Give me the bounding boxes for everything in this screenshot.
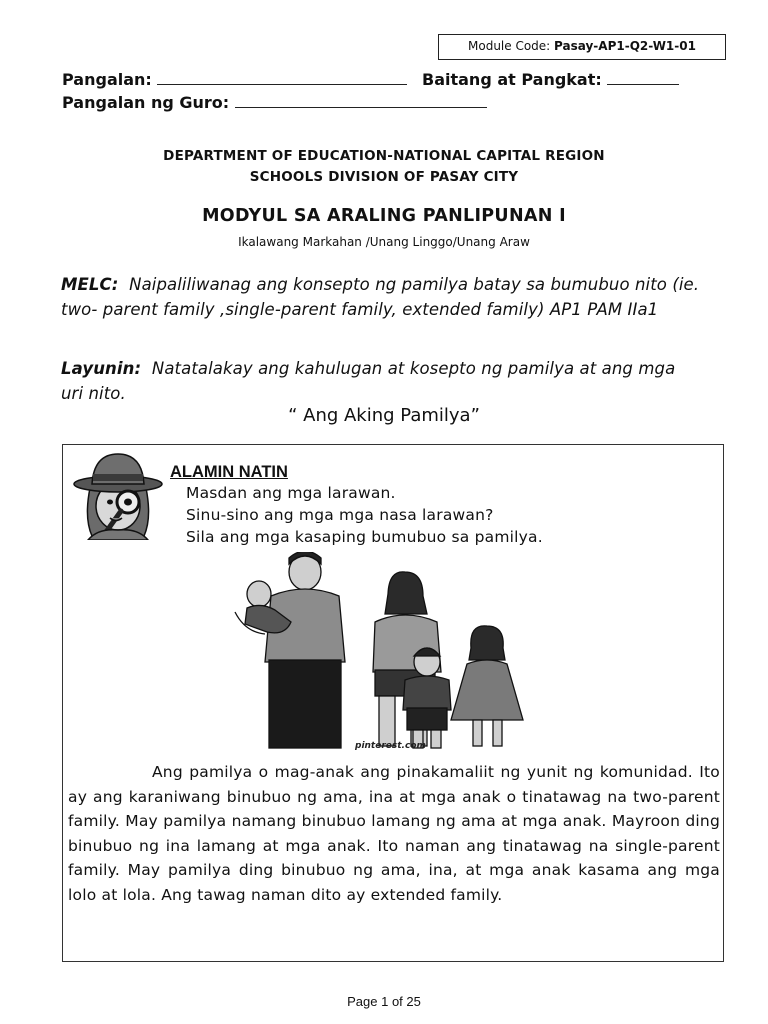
melc-text: Naipaliliwanag ang konsepto ng pamilya batay sa bumubuo nito (ie. two- parent family ,single-parent family, extended family) AP1 PAM IIa1 (61, 275, 700, 319)
grade-label: Baitang at Pangkat: (422, 70, 602, 89)
melc-block (61, 272, 701, 322)
name-blank[interactable] (157, 70, 407, 85)
melc-label: MELC: (61, 275, 119, 294)
layunin-block (61, 356, 701, 406)
layunin-text: Natatalakay ang kahulugan at kosepto ng pamilya at ang mga uri nito. (61, 359, 676, 403)
grade-blank[interactable] (607, 70, 679, 85)
alamin-line-1: Masdan ang mga larawan. (186, 484, 396, 502)
name-field (62, 70, 407, 89)
grade-field (422, 70, 679, 89)
family-illustration (205, 552, 535, 752)
division-heading: SCHOOLS DIVISION OF PASAY CITY (249, 169, 519, 185)
teacher-blank[interactable] (235, 93, 487, 108)
module-code-label: Module Code: (468, 39, 555, 53)
module-subtitle: Ikalawang Markahan /Unang Linggo/Unang Araw (238, 235, 530, 249)
name-label: Pangalan: (62, 70, 152, 89)
story-title: “ Ang Aking Pamilya” (288, 405, 480, 426)
image-credit: pinterest.com (355, 741, 426, 751)
alamin-line-2: Sinu-sino ang mga mga nasa larawan? (186, 506, 494, 524)
layunin-label: Layunin: (61, 359, 142, 378)
teacher-field (62, 93, 487, 112)
department-heading: DEPARTMENT OF EDUCATION-NATIONAL CAPITAL REGION (163, 148, 605, 164)
alamin-paragraph: Ang pamilya o mag-anak ang pinakamaliit ng yunit ng komunidad. Ito ay ang karaniwang binubuo ng ama, ina at mga anak o tinatawag na two-parent family. May pamilya namang binubuo lamang ng ama at mga anak. Mayroon ding binubuo ng ina lamang at mga anak. Ito naman ang tinatawag na single-parent family. May pamilya ding binubuo ng ama, ina, at mga anak kasama ang mga lolo at lola. Ang tawag naman dito ay extended family. (68, 763, 720, 904)
module-code-box (438, 34, 726, 60)
alamin-line-3: Sila ang mga kasaping bumubuo sa pamilya. (186, 528, 543, 546)
alamin-heading: ALAMIN NATIN (170, 463, 288, 481)
alamin-questions (186, 482, 543, 548)
page-number: Page 1 of 25 (347, 994, 421, 1009)
teacher-label: Pangalan ng Guro: (62, 93, 230, 112)
module-code-value: Pasay-AP1-Q2-W1-01 (554, 39, 696, 53)
detective-girl-icon (70, 448, 166, 540)
module-title: MODYUL SA ARALING PANLIPUNAN I (202, 206, 566, 226)
